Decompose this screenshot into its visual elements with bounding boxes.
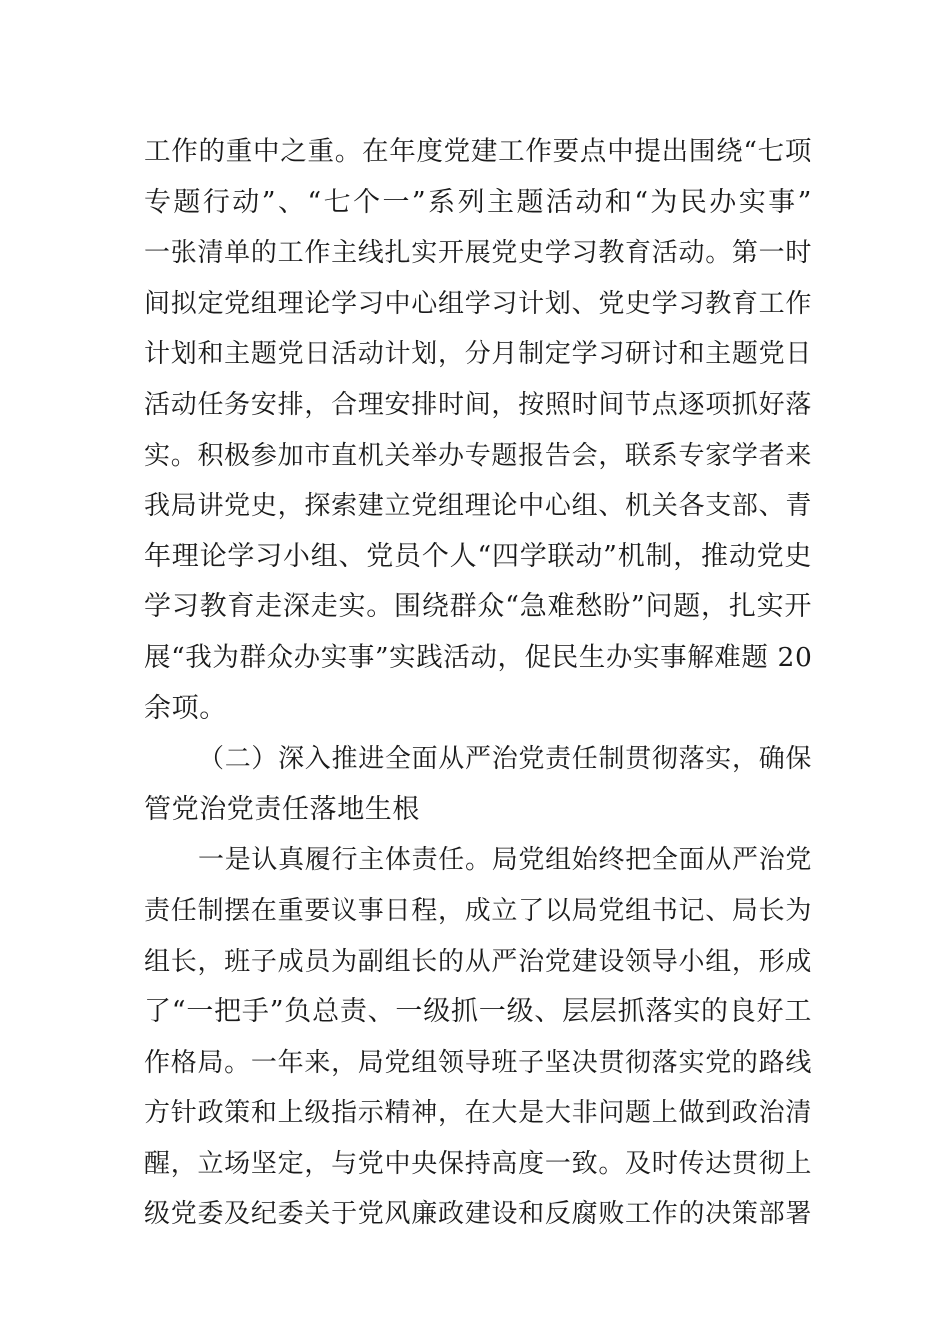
text-line: 方针政策和上级指示精神，在大是大非问题上做到政治清 xyxy=(144,1098,812,1129)
section-heading-2 xyxy=(144,734,812,835)
text-line: 工作的重中之重。在年度党建工作要点中提出围绕“七项 xyxy=(144,136,812,167)
text-line: 我局讲党史，探索建立党组理论中心组、机关各支部、青 xyxy=(144,491,812,522)
text-line: 了“一把手”负总责、一级抓一级、层层抓落实的良好工 xyxy=(144,996,812,1028)
paragraph-study-education xyxy=(144,127,812,734)
text-line: 责任制摆在重要议事日程，成立了以局党组书记、局长为 xyxy=(144,895,812,926)
text-line: 间拟定党组理论学习中心组学习计划、党史学习教育工作 xyxy=(144,288,812,319)
text-line: 醒，立场坚定，与党中央保持高度一致。及时传达贯彻上 xyxy=(144,1148,812,1179)
heading-line: 管党治党责任落地生根 xyxy=(144,793,420,825)
heading-line: （二）深入推进全面从严治党责任制贯彻落实，确保 xyxy=(198,744,812,775)
text-line: 一张清单的工作主线扎实开展党史学习教育活动。第一时 xyxy=(144,238,812,269)
text-line: 展“我为群众办实事”实践活动，促民生办实事解难题 20 xyxy=(144,641,813,673)
text-line: 级党委及纪委关于党风廉政建设和反腐败工作的决策部署 xyxy=(144,1199,812,1230)
text-line: 专题行动”、“七个一”系列主题活动和“为民办实事” xyxy=(144,186,812,218)
text-line: 作格局。一年来，局党组领导班子坚决贯彻落实党的路线 xyxy=(144,1047,812,1078)
text-line: 组长，班子成员为副组长的从严治党建设领导小组，形成 xyxy=(144,946,812,977)
text-line: 一是认真履行主体责任。局党组始终把全面从严治党 xyxy=(198,845,812,876)
text-line: 计划和主题党日活动计划，分月制定学习研讨和主题党日 xyxy=(144,339,812,370)
text-line: 余项。 xyxy=(144,692,227,724)
text-line: 年理论学习小组、党员个人“四学联动”机制，推动党史 xyxy=(144,540,812,572)
paragraph-main-responsibility xyxy=(144,835,812,1240)
text-line: 实。积极参加市直机关举办专题报告会，联系专家学者来 xyxy=(144,440,812,471)
text-line: 学习教育走深走实。围绕群众“急难愁盼”问题，扎实开 xyxy=(144,591,812,623)
document-body xyxy=(144,127,812,1240)
text-line: 活动任务安排，合理安排时间，按照时间节点逐项抓好落 xyxy=(144,389,812,420)
